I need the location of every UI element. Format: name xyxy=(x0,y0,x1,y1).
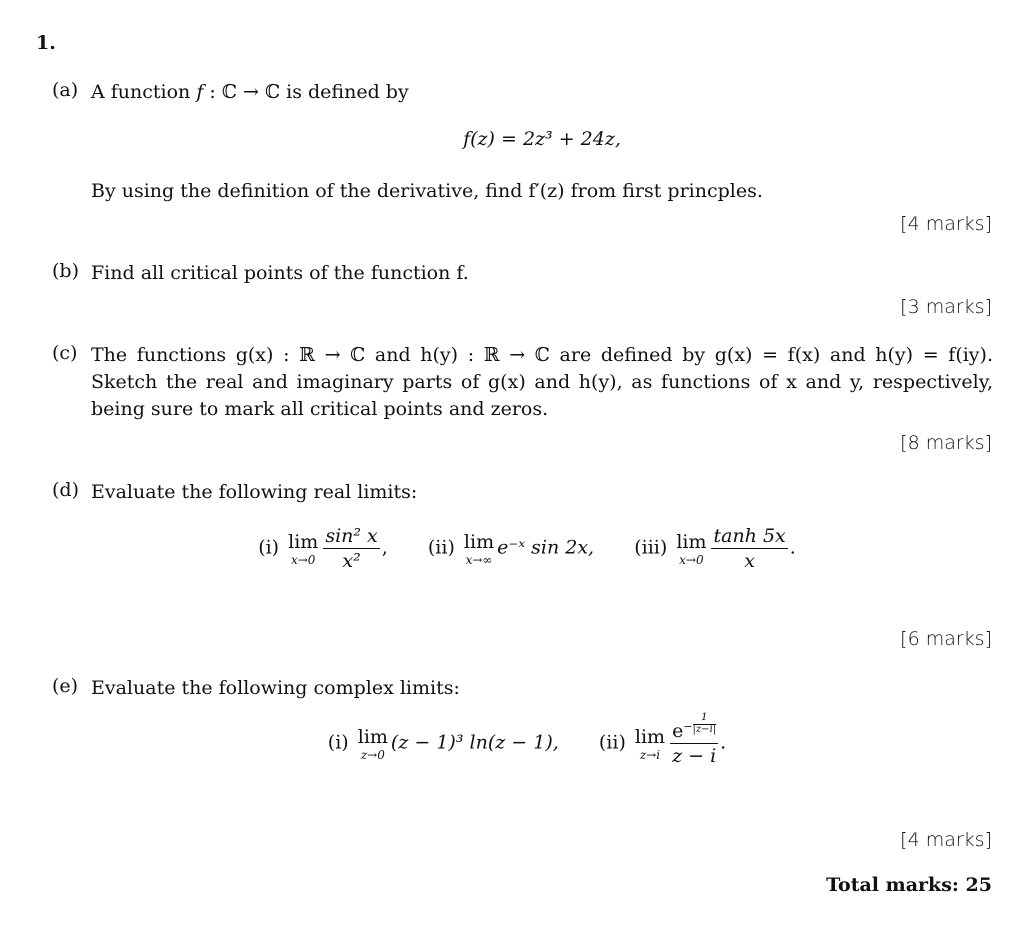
limit-d-ii-expression: e⁻ˣ sin 2x, xyxy=(497,536,595,559)
part-a-marks: [4 marks] xyxy=(900,213,992,235)
limit-d-ii-label: (ii) xyxy=(427,536,455,559)
part-e-label: (e) xyxy=(52,675,79,697)
part-d-marks: [6 marks] xyxy=(900,628,992,650)
part-a-intro: A function f : ℂ → ℂ is defined by xyxy=(91,81,409,103)
limit-e-ii-fraction: $e^{- \frac{1}{|z-i|}}$ z − i xyxy=(672,711,717,767)
limit-d-iii-operator: lim x→0 xyxy=(676,530,707,567)
part-e-text: Evaluate the following complex limits: xyxy=(91,677,460,699)
total-marks: Total marks: 25 xyxy=(826,874,992,896)
part-b-label: (b) xyxy=(52,260,79,282)
part-e-limits: (i) lim z→0 (z − 1)³ ln(z − 1), (ii) lim z→i $e^{- \frac{1}{|z-i|}}$ z − i . xyxy=(327,711,727,767)
part-a-label: (a) xyxy=(52,79,79,101)
part-d-text: Evaluate the following real limits: xyxy=(91,481,418,503)
part-c-label: (c) xyxy=(52,342,78,364)
part-c-line3: being sure to mark all critical points and zeros. xyxy=(91,398,549,420)
limit-d-i-operator: lim x→0 xyxy=(288,530,319,567)
limit-d-i-label: (i) xyxy=(258,536,280,559)
part-d-label: (d) xyxy=(52,479,79,501)
part-c-marks: [8 marks] xyxy=(900,432,992,454)
part-b-text: Find all critical points of the function f. xyxy=(91,262,469,284)
limit-e-ii-operator: lim z→i xyxy=(634,725,666,762)
part-b-marks: [3 marks] xyxy=(900,296,992,318)
limit-d-iii-label: (iii) xyxy=(634,536,668,559)
part-a-equation: f(z) = 2z³ + 24z, xyxy=(463,128,621,150)
part-d-limits: (i) lim x→0 $\frac{\text{sin² x}}{\text{x²}}$ , (ii) lim x→∞ e⁻ˣ sin 2x, (iii) lim x→0 $\frac{\tanh 5x}{x}$ . xyxy=(258,525,796,572)
limit-e-i-operator: lim z→0 xyxy=(357,725,388,762)
limit-e-i-expression: (z − 1)³ ln(z − 1), xyxy=(390,731,559,754)
limit-d-ii-operator: lim x→∞ xyxy=(463,530,495,567)
part-c-line1: The functions g(x) : ℝ → ℂ and h(y) : ℝ → ℂ are defined by g(x) = f(x) and h(y) = f(iy). xyxy=(91,344,993,366)
question-number: 1. xyxy=(36,32,56,54)
limit-e-ii-label: (ii) xyxy=(598,731,626,754)
limit-d-i-fraction: $\frac{\text{sin² x}}{\text{x²}}$ xyxy=(325,525,378,572)
limit-e-i-label: (i) xyxy=(327,731,349,754)
part-c-line2: Sketch the real and imaginary parts of g(x) and h(y), as functions of x and y, respectively, xyxy=(91,371,993,393)
part-a-instruction: By using the definition of the derivative, find f′(z) from first princples. xyxy=(91,180,763,202)
part-c-paragraph xyxy=(91,342,993,423)
part-e-marks: [4 marks] xyxy=(900,829,992,851)
limit-d-iii-fraction: $\frac{\tanh 5x}{x}$ xyxy=(713,525,786,572)
